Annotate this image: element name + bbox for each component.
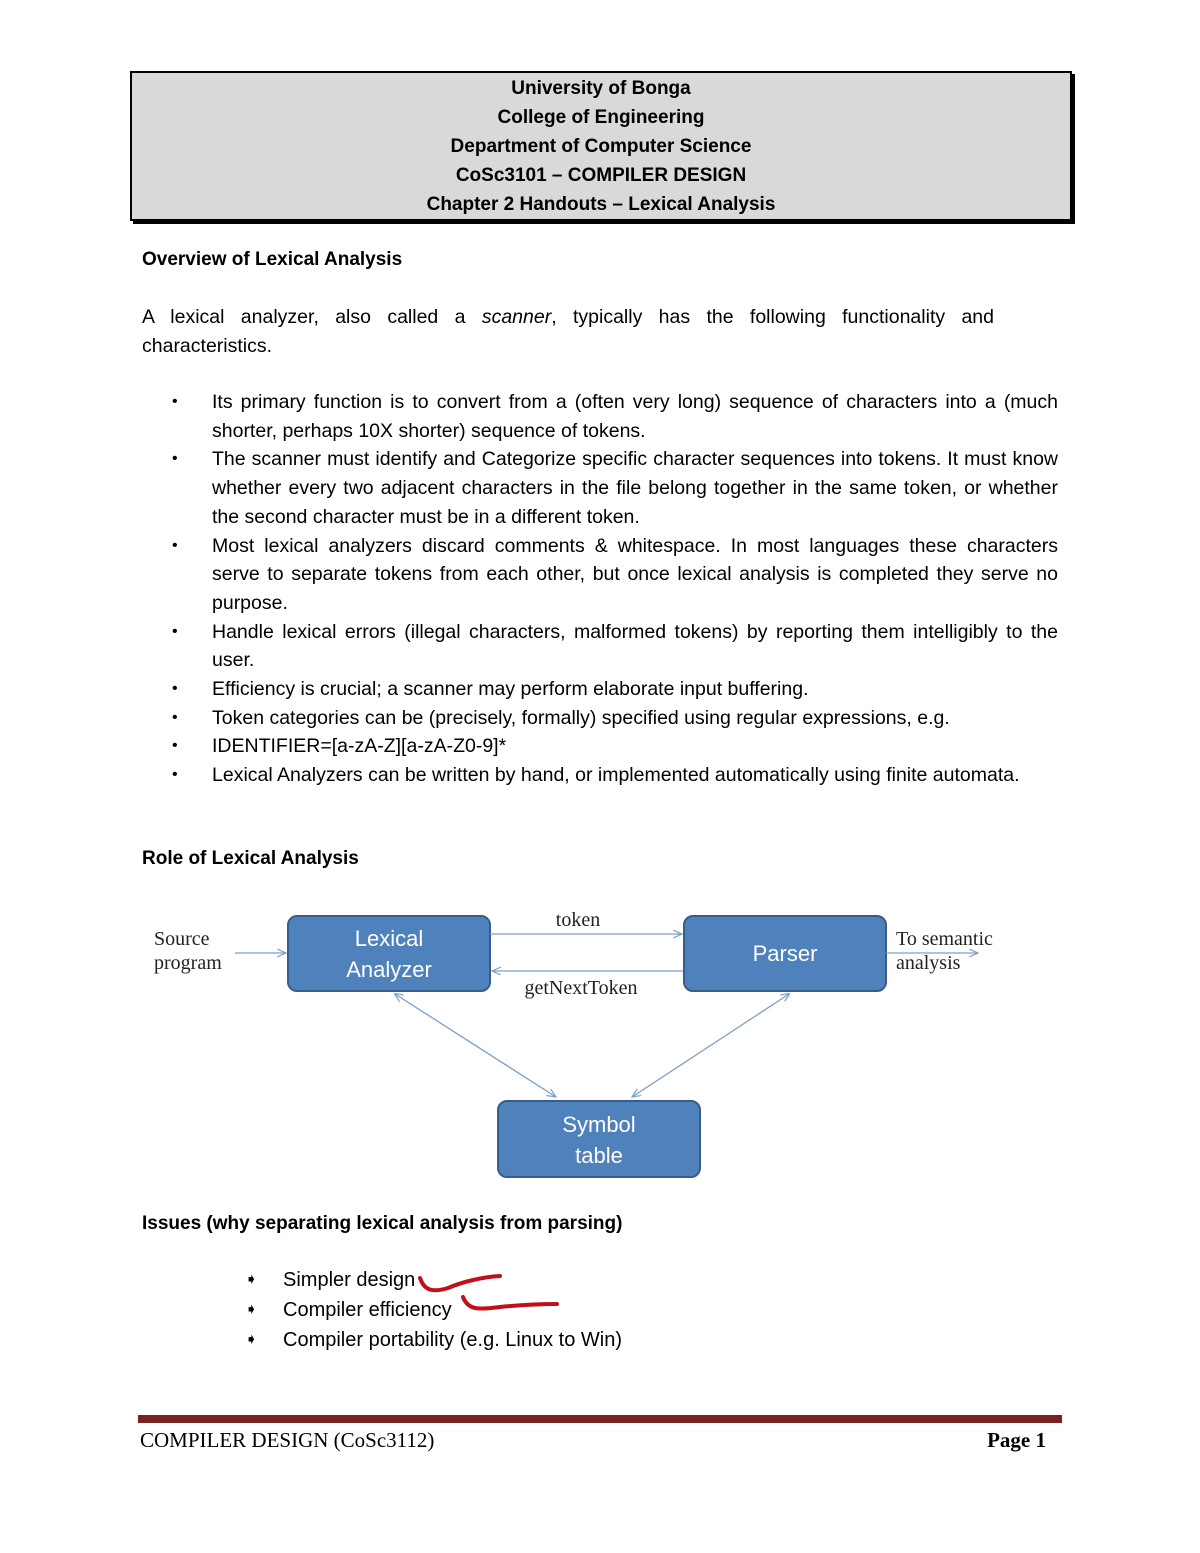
symbol-table-label-line2: table [575,1143,623,1168]
list-item-text: Lexical Analyzers can be written by hand, or implemented automatically using finite automata. [212,764,1020,787]
bullet-icon: • [172,766,178,784]
list-item [142,761,1058,790]
role-heading: Role of Lexical Analysis [142,848,359,869]
list-item-text: Simpler design [283,1269,416,1291]
arrow-bullet-icon: ➧ [245,1331,258,1348]
list-item [142,388,1058,445]
list-item [142,675,1058,704]
list-item-text: Compiler efficiency [283,1299,452,1321]
bullet-icon: • [172,680,178,698]
list-item [142,732,1058,761]
arrow-bullet-icon: ➧ [245,1301,258,1318]
parser-label: Parser [752,941,818,966]
semantic-analysis-label-line2: analysis [896,952,961,974]
list-item-text: IDENTIFIER=[a-zA-Z][a-zA-Z0-9]* [212,735,507,758]
overview-bullet-list [142,388,1058,790]
document-header-box [130,71,1072,221]
page-number: Page 1 [987,1428,1046,1452]
intro-suffix: , typically has the following functionality and characteristics. [142,306,994,357]
intro-prefix: A lexical analyzer, also called a [142,306,482,328]
list-item-text: The scanner must identify and Categorize specific character sequences into tokens. It must know whether every two adjacent characters in the file belong together in the same token, or whether the second character must be in a different token. [212,448,1058,528]
arrow-bullet-icon: ➧ [245,1271,258,1288]
list-item [142,532,1058,618]
list-item-text: Efficiency is crucial; a scanner may perform elaborate input buffering. [212,678,809,701]
footer-divider [138,1415,1062,1423]
source-program-label-line2: program [154,952,222,974]
list-item [245,1265,622,1295]
issues-heading: Issues (why separating lexical analysis from parsing) [142,1213,623,1234]
overview-intro [142,303,994,361]
issues-list [245,1265,622,1355]
list-item [142,618,1058,675]
list-item [142,445,1058,531]
bullet-icon: • [172,536,178,554]
bullet-icon: • [172,622,178,640]
chapter-title: Chapter 2 Handouts – Lexical Analysis [426,193,776,215]
token-label: token [555,909,601,931]
list-item-text: Its primary function is to convert from a (often very long) sequence of characters into a (much shorter, perhaps 10X shorter) sequence of tokens. [212,391,1058,442]
bullet-icon: • [172,737,178,755]
lexical-analyzer-label-line1: Lexical [354,926,424,951]
lexical-analysis-role-diagram [140,895,1040,1185]
bullet-icon: • [172,393,178,410]
source-program-label-line1: Source [154,928,210,950]
list-item [245,1295,622,1325]
bullet-icon: • [172,450,178,468]
lexer-symbol-table-arrow [395,994,556,1097]
lexical-analyzer-label-line2: Analyzer [346,957,432,982]
get-next-token-label: getNextToken [524,977,638,999]
university-name: University of Bonga [511,77,691,99]
college-name: College of Engineering [497,106,705,128]
list-item-text: Compiler portability (e.g. Linux to Win) [283,1329,623,1351]
list-item [142,704,1058,733]
overview-heading: Overview of Lexical Analysis [142,249,403,270]
parser-symbol-table-arrow [632,994,789,1097]
bullet-icon: • [172,708,178,726]
course-title: CoSc3101 – COMPILER DESIGN [455,164,747,186]
intro-italic-term: scanner [481,306,552,328]
list-item [245,1325,622,1355]
list-item-text: Token categories can be (precisely, formally) specified using regular expressions, e.g. [212,706,950,729]
list-item-text: Most lexical analyzers discard comments & whitespace. In most languages these characters serve to separate tokens from each other, but once lexical analysis is completed they serve no purpose. [212,534,1058,614]
footer-course-label: COMPILER DESIGN (CoSc3112) [140,1428,435,1452]
symbol-table-label-line1: Symbol [562,1112,636,1137]
department-name: Department of Computer Science [450,135,752,157]
list-item-text: Handle lexical errors (illegal characters, malformed tokens) by reporting them intelligibly to the user. [212,620,1058,672]
semantic-analysis-label-line1: To semantic [896,928,993,950]
